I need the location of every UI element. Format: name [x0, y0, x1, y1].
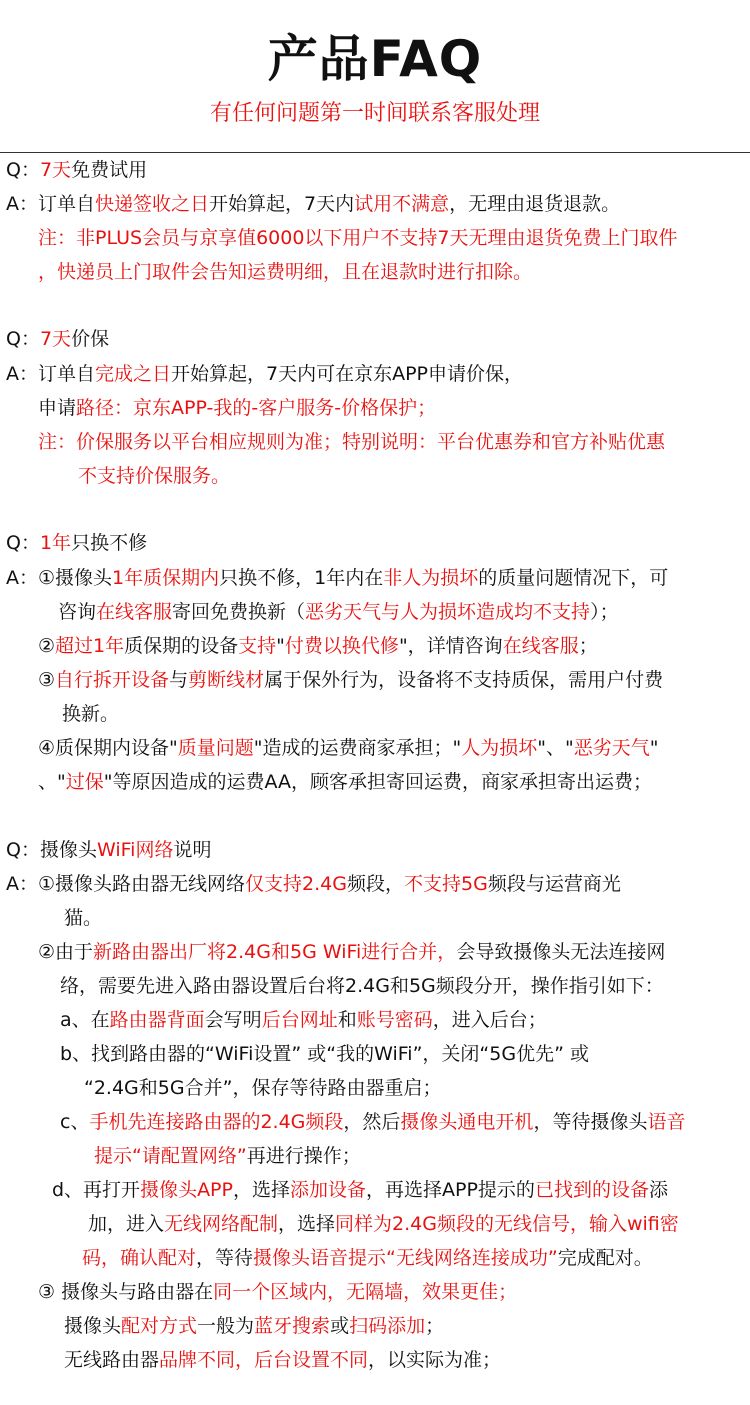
- page-title: 产品FAQ: [267, 30, 483, 88]
- highlighted-text: 摄像头通电开机: [400, 1111, 534, 1133]
- text-segment: 开始算起，7天内可在京东APP申请价保，: [171, 363, 524, 385]
- highlighted-text: 1年质保期内: [112, 567, 220, 589]
- text-segment: 只换不修，1年内在: [219, 567, 384, 589]
- highlighted-text: 蓝牙搜索: [254, 1315, 331, 1337]
- faq-line: [60, 1039, 589, 1069]
- text-segment: 开始算起，7天内: [209, 193, 355, 215]
- text-segment: 猫。: [64, 907, 103, 929]
- text-segment: ": [649, 737, 659, 759]
- text-segment: A：订单自: [6, 193, 95, 215]
- text-segment: 只换不修: [71, 532, 148, 554]
- faq-line: [62, 699, 119, 729]
- text-segment: a、在: [60, 1009, 110, 1031]
- text-segment: ；: [425, 1315, 445, 1337]
- text-segment: 免费试用: [71, 159, 148, 181]
- highlighted-text: 路径：京东APP-我的-客户服务-价格保护；: [76, 397, 437, 419]
- faq-line: [6, 528, 147, 558]
- faq-line: [38, 223, 678, 253]
- highlighted-text: 后台网址: [261, 1009, 338, 1031]
- highlighted-text: 提示“请配置网络”: [94, 1145, 247, 1167]
- highlighted-text: 手机先连接路由器的2.4G频段: [89, 1111, 344, 1133]
- text-segment: c、: [60, 1111, 90, 1133]
- highlighted-text: 试用不满意: [354, 193, 450, 215]
- text-segment: ；: [578, 635, 598, 657]
- text-segment: 频段，: [347, 873, 405, 895]
- text-segment: ③ 摄像头与路由器在: [38, 1281, 214, 1303]
- text-segment: “2.4G和5G合并”，保存等待路由器重启；: [84, 1077, 442, 1099]
- faq-line: [6, 835, 211, 865]
- faq-line: [64, 1345, 501, 1375]
- faq-line: [84, 1073, 441, 1103]
- highlighted-text: 恶劣天气: [573, 737, 650, 759]
- faq-line: [58, 597, 619, 627]
- text-segment: "造成的运费商家承担；": [253, 737, 462, 759]
- text-segment: A：①摄像头路由器无线网络: [6, 873, 246, 895]
- highlighted-text: 非人为损坏: [383, 567, 479, 589]
- highlighted-text: 配对方式: [121, 1315, 198, 1337]
- text-segment: Q：: [6, 328, 40, 350]
- text-segment: ，进入后台；: [432, 1009, 547, 1031]
- faq-line: [38, 733, 659, 763]
- faq-line: [38, 1277, 517, 1307]
- text-segment: "等原因造成的运费AA，顾客承担寄回运费，商家承担寄出运费；: [103, 771, 653, 793]
- highlighted-text: 人为损坏: [461, 737, 538, 759]
- text-segment: ，无理由退货退款。: [449, 193, 621, 215]
- highlighted-text: 注：非PLUS会员与京享值6000以下用户不支持7天无理由退货免费上门取件: [38, 227, 678, 249]
- faq-line: [6, 359, 523, 389]
- highlighted-text: 过保: [65, 771, 104, 793]
- faq-line: [78, 461, 230, 491]
- text-segment: ，等待摄像头: [533, 1111, 648, 1133]
- text-segment: ④质保期内设备": [38, 737, 178, 759]
- highlighted-text: 品牌不同，后台设置不同: [159, 1349, 369, 1371]
- highlighted-text: 同一个区域内，无隔墙，效果更佳；: [213, 1281, 518, 1303]
- text-segment: A：①摄像头: [6, 567, 113, 589]
- text-segment: ，选择: [278, 1213, 336, 1235]
- text-segment: ②由于: [38, 941, 94, 963]
- faq-line: [38, 665, 663, 695]
- highlighted-text: ，快递员上门取件会告知运费明细，且在退款时进行扣除。: [38, 261, 533, 283]
- faq-line: [38, 767, 652, 797]
- text-segment: 或: [330, 1315, 350, 1337]
- faq-line: [6, 189, 620, 219]
- text-segment: 的质量问题情况下，可: [478, 567, 669, 589]
- highlighted-text: 语音: [647, 1111, 686, 1133]
- text-segment: Q：: [6, 159, 40, 181]
- text-segment: 寄回免费换新（: [172, 601, 306, 623]
- text-segment: 申请: [38, 397, 77, 419]
- highlighted-text: 付费以换代修: [284, 635, 399, 657]
- faq-line: [38, 937, 665, 967]
- text-segment: 加，进入: [88, 1213, 165, 1235]
- highlighted-text: 无线网络配制: [164, 1213, 279, 1235]
- text-segment: 会写明: [204, 1009, 262, 1031]
- text-segment: 再进行操作；: [246, 1145, 361, 1167]
- text-segment: ": [276, 635, 285, 657]
- text-segment: 一般为: [197, 1315, 255, 1337]
- text-segment: b、找到路由器的“WiFi设置” 或“我的WiFi”，关闭“5G优先” 或: [60, 1043, 589, 1065]
- highlighted-text: 新路由器出厂将2.4G和5G WiFi进行合并，: [93, 941, 457, 963]
- faq-line: [60, 1107, 685, 1137]
- text-segment: 会导致摄像头无法连接网: [456, 941, 666, 963]
- faq-line: [60, 1005, 547, 1035]
- text-segment: 价保: [71, 328, 110, 350]
- text-segment: 质保期的设备: [124, 635, 239, 657]
- text-segment: d、再打开: [52, 1179, 141, 1201]
- highlighted-text: 7天: [39, 328, 72, 350]
- text-segment: ③: [38, 669, 56, 691]
- text-segment: "、": [537, 737, 574, 759]
- highlighted-text: 在线客服: [96, 601, 173, 623]
- highlighted-text: 摄像头语音提示“无线网络连接成功”: [253, 1247, 558, 1269]
- faq-line: [6, 155, 147, 185]
- highlighted-text: 快递签收之日: [95, 193, 210, 215]
- text-segment: ②: [38, 635, 56, 657]
- highlighted-text: 剪断线材: [188, 669, 265, 691]
- faq-line: [64, 903, 102, 933]
- text-segment: ）；: [590, 601, 619, 623]
- text-segment: 属于保外行为，设备将不支持质保，需用户付费: [264, 669, 664, 691]
- text-segment: 和: [337, 1009, 357, 1031]
- highlighted-text: 注：价保服务以平台相应规则为准；特别说明：平台优惠券和官方补贴优惠: [38, 431, 666, 453]
- text-segment: "，详情咨询: [398, 635, 503, 657]
- text-segment: 摄像头: [64, 1315, 122, 1337]
- text-segment: 、": [38, 771, 66, 793]
- text-segment: ，再选择APP提示的: [366, 1179, 535, 1201]
- faq-line: [38, 257, 532, 287]
- text-segment: 添: [648, 1179, 668, 1201]
- faq-line: [6, 563, 668, 593]
- highlighted-text: 路由器背面: [109, 1009, 205, 1031]
- text-segment: 说明: [173, 839, 212, 861]
- highlighted-text: 不支持5G: [404, 873, 488, 895]
- faq-line: [94, 1141, 361, 1171]
- text-segment: 与: [169, 669, 189, 691]
- highlighted-text: 自行拆开设备: [55, 669, 170, 691]
- highlighted-text: 不支持价保服务。: [78, 465, 231, 487]
- faq-line: [6, 869, 621, 899]
- faq-line: [82, 1243, 653, 1273]
- faq-line: [60, 971, 664, 1001]
- highlighted-text: 7天: [39, 159, 72, 181]
- highlighted-text: 超过1年: [55, 635, 125, 657]
- text-segment: Q：摄像头: [6, 839, 97, 861]
- highlighted-text: 摄像头APP: [140, 1179, 233, 1201]
- highlighted-text: WiFi网络: [96, 839, 174, 861]
- text-segment: 无线路由器: [64, 1349, 160, 1371]
- highlighted-text: 扫码添加: [349, 1315, 426, 1337]
- highlighted-text: 添加设备: [290, 1179, 367, 1201]
- faq-line: [64, 1311, 444, 1341]
- faq-line: [88, 1209, 679, 1239]
- highlighted-text: 恶劣天气与人为损坏造成均不支持: [305, 601, 591, 623]
- text-segment: Q：: [6, 532, 40, 554]
- highlighted-text: 仅支持2.4G: [245, 873, 347, 895]
- text-segment: A：订单自: [6, 363, 95, 385]
- text-segment: ，选择: [232, 1179, 290, 1201]
- faq-line: [38, 393, 436, 423]
- highlighted-text: 完成之日: [95, 363, 172, 385]
- text-segment: ，然后: [343, 1111, 401, 1133]
- highlighted-text: 账号密码: [356, 1009, 433, 1031]
- highlighted-text: 质量问题: [177, 737, 254, 759]
- highlighted-text: 1年: [39, 532, 72, 554]
- text-segment: 完成配对。: [557, 1247, 653, 1269]
- faq-line: [38, 427, 665, 457]
- text-segment: 络，需要先进入路由器设置后台将2.4G和5G频段分开，操作指引如下：: [60, 975, 664, 997]
- faq-line: [38, 631, 598, 661]
- text-segment: 换新。: [62, 703, 120, 725]
- header-divider: [0, 152, 750, 153]
- text-segment: 咨询: [58, 601, 97, 623]
- highlighted-text: 同样为2.4G频段的无线信号，输入wifi密: [335, 1213, 679, 1235]
- page-subtitle: 有任何问题第一时间联系客服处理: [209, 101, 540, 126]
- text-segment: 频段与运营商光: [487, 873, 621, 895]
- text-segment: ，等待: [196, 1247, 254, 1269]
- faq-line: [52, 1175, 668, 1205]
- highlighted-text: 支持: [238, 635, 277, 657]
- highlighted-text: 在线客服: [502, 635, 579, 657]
- text-segment: ，以实际为准；: [368, 1349, 502, 1371]
- faq-line: [6, 324, 109, 354]
- highlighted-text: 码，确认配对: [82, 1247, 197, 1269]
- highlighted-text: 已找到的设备: [534, 1179, 649, 1201]
